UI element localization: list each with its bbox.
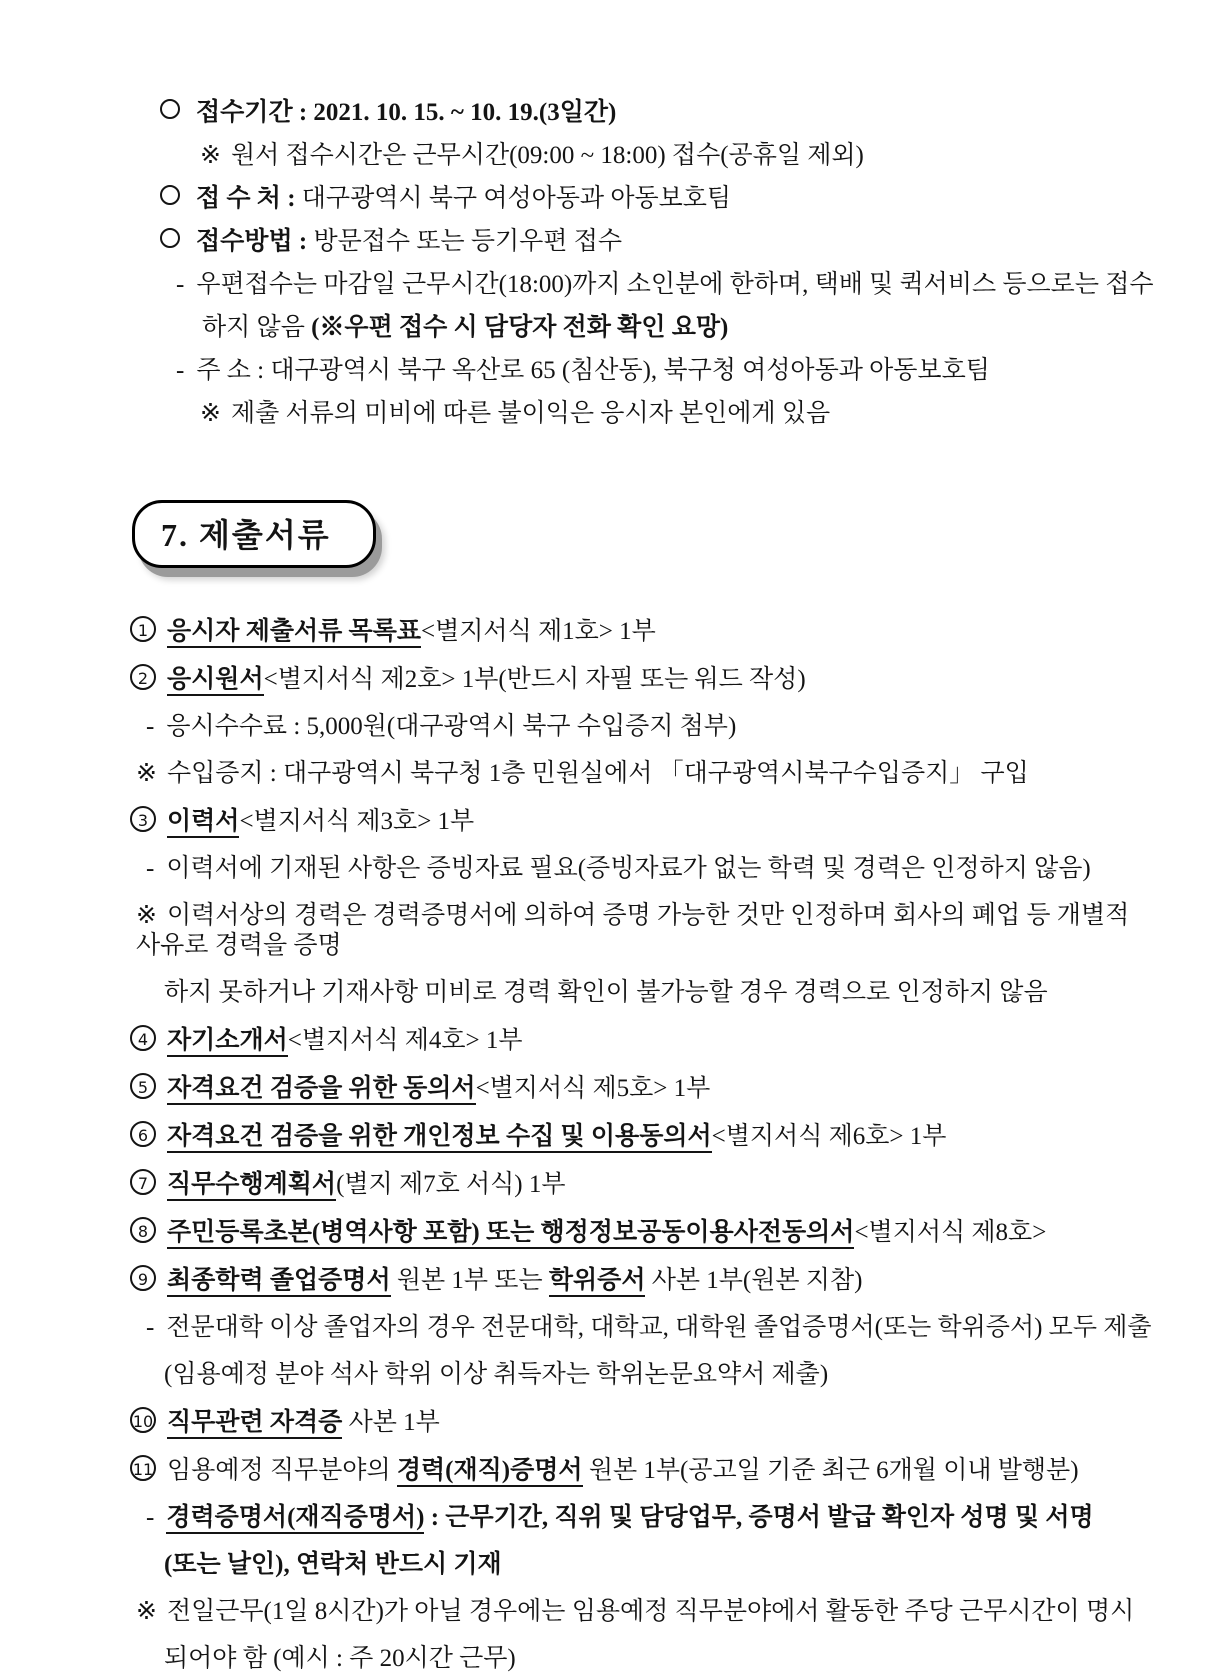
circled-number-icon: 9 — [130, 1265, 156, 1291]
list-item — [130, 1455, 1158, 1486]
list-item — [130, 806, 1158, 837]
text-segment: 응시원서 — [167, 666, 264, 696]
text-segment: 하지 않음 — [202, 314, 312, 341]
reference-mark-icon: ※ — [136, 902, 157, 929]
text-segment: 사본 1부 — [342, 1409, 440, 1436]
circle-bullet-icon — [160, 99, 180, 119]
dash-icon: - — [146, 1504, 155, 1531]
text-segment: 전문대학 이상 졸업자의 경우 전문대학, 대학교, 대학원 졸업증명서(또는 학위증서) 모두 제출 — [166, 1314, 1152, 1341]
circled-number-icon: 7 — [130, 1169, 156, 1195]
list-item — [130, 1265, 1158, 1296]
text-segment: 직무수행계획서 — [167, 1171, 336, 1201]
text-segment: 원서 접수시간은 근무시간(09:00 ~ 18:00) 접수(공휴일 제외) — [230, 142, 864, 169]
text-segment: 자기소개서 — [167, 1027, 288, 1057]
text-segment: 응시자 제출서류 목록표 — [167, 618, 421, 648]
required-documents-list — [130, 616, 1158, 1674]
doc-line — [130, 270, 1158, 300]
dash-icon: - — [146, 855, 155, 882]
doc-line — [130, 1313, 1158, 1343]
text-segment: 최종학력 졸업증명서 — [167, 1267, 391, 1297]
list-item — [130, 1217, 1158, 1248]
doc-line — [130, 1644, 1158, 1674]
reference-mark-icon: ※ — [200, 142, 221, 169]
dash-icon: - — [146, 713, 155, 740]
text-segment: 수입증지 : 대구광역시 북구청 1층 민원실에서 「대구광역시북구수입증지」 구입 — [166, 760, 1029, 787]
text-segment: 응시수수료 : 5,000원(대구광역시 북구 수입증지 첨부) — [166, 713, 737, 740]
text-segment: 경력증명서(재직증명서) — [166, 1504, 424, 1534]
circled-number-icon: 4 — [130, 1025, 156, 1051]
doc-line — [130, 854, 1158, 884]
doc-line — [130, 978, 1158, 1008]
text-segment: 자격요건 검증을 위한 개인정보 수집 및 이용동의서 — [167, 1123, 712, 1153]
doc-line — [130, 1550, 1158, 1580]
doc-line — [130, 141, 1158, 171]
text-segment: <별지서식 제5호> 1부 — [475, 1075, 711, 1102]
circled-number-icon: 6 — [130, 1121, 156, 1147]
list-item — [130, 1407, 1158, 1438]
list-item — [130, 664, 1158, 695]
text-segment: : 근무기간, 직위 및 담당업무, 증명서 발급 확인자 성명 및 서명 — [424, 1504, 1094, 1531]
list-item — [130, 1025, 1158, 1056]
circled-number-icon: 1 — [130, 616, 156, 642]
dash-icon: - — [176, 271, 185, 298]
text-segment: 주 소 : 대구광역시 북구 옥산로 65 (침산동), 북구청 여성아동과 아동보호팀 — [196, 357, 990, 384]
text-segment: 우편접수는 마감일 근무시간(18:00)까지 소인분에 한하며, 택배 및 퀵서비스 등으로는 접수 — [196, 271, 1154, 298]
doc-line — [130, 356, 1158, 386]
text-segment: <별지서식 제2호> 1부(반드시 자필 또는 워드 작성) — [263, 666, 806, 693]
text-segment: 전일근무(1일 8시간)가 아닐 경우에는 임용예정 직무분야에서 활동한 주당 근무시간이 명시 — [166, 1598, 1135, 1625]
application-notice-block — [130, 98, 1158, 429]
text-segment: <별지서식 제8호> — [854, 1219, 1047, 1246]
text-segment: 되어야 함 (예시 : 주 20시간 근무) — [164, 1645, 516, 1672]
text-segment: 학위증서 — [549, 1267, 646, 1297]
circle-bullet-icon — [160, 185, 180, 205]
doc-line — [130, 712, 1158, 742]
doc-line — [130, 759, 1158, 789]
doc-line — [130, 1503, 1158, 1533]
text-segment: 이력서 — [167, 808, 239, 838]
doc-line — [130, 901, 1158, 961]
reference-mark-icon: ※ — [136, 1598, 157, 1625]
text-segment: 제출 서류의 미비에 따른 불이익은 응시자 본인에게 있음 — [230, 400, 831, 427]
doc-line — [130, 399, 1158, 429]
circled-number-icon: 2 — [130, 664, 156, 690]
text-segment: <별지서식 제1호> 1부 — [421, 618, 656, 645]
doc-line — [130, 98, 1158, 128]
doc-line — [130, 1597, 1158, 1627]
circled-number-icon: 11 — [130, 1455, 156, 1481]
text-segment: (또는 날인), 연락처 반드시 기재 — [164, 1551, 502, 1578]
text-segment: (※우편 접수 시 담당자 전화 확인 요망) — [311, 314, 729, 341]
list-item — [130, 1121, 1158, 1152]
circled-number-icon: 5 — [130, 1073, 156, 1099]
text-segment: 임용예정 직무분야의 — [167, 1457, 397, 1484]
dash-icon: - — [176, 357, 185, 384]
doc-line — [130, 184, 1158, 214]
list-item — [130, 616, 1158, 647]
reference-mark-icon: ※ — [200, 400, 221, 427]
circle-bullet-icon — [160, 228, 180, 248]
text-segment: 주민등록초본(병역사항 포함) 또는 행정정보공동이용사전동의서 — [167, 1219, 854, 1249]
text-segment: (별지 제7호 서식) 1부 — [336, 1171, 566, 1198]
text-segment: 접수방법 : — [196, 228, 314, 255]
text-segment: 하지 못하거나 기재사항 미비로 경력 확인이 불가능할 경우 경력으로 인정하지 않음 — [164, 979, 1048, 1006]
section-header-badge: 7. 제출서류 — [132, 500, 376, 568]
list-item — [130, 1073, 1158, 1104]
reference-mark-icon: ※ — [136, 760, 157, 787]
doc-line — [130, 1360, 1158, 1390]
text-segment: (임용예정 분야 석사 학위 이상 취득자는 학위논문요약서 제출) — [164, 1361, 829, 1388]
text-segment: 접 수 처 : — [196, 185, 302, 212]
list-item — [130, 1169, 1158, 1200]
text-segment: 이력서에 기재된 사항은 증빙자료 필요(증빙자료가 없는 학력 및 경력은 인정하지 않음) — [166, 855, 1091, 882]
circled-number-icon: 3 — [130, 806, 156, 832]
text-segment: 원본 1부 또는 — [390, 1267, 549, 1294]
text-segment: <별지서식 제3호> 1부 — [239, 808, 475, 835]
text-segment: <별지서식 제6호> 1부 — [711, 1123, 947, 1150]
text-segment: 직무관련 자격증 — [167, 1409, 342, 1439]
section-header-row — [130, 442, 1158, 616]
doc-line — [130, 313, 1158, 343]
circled-number-icon: 8 — [130, 1217, 156, 1243]
text-segment: 원본 1부(공고일 기준 최근 6개월 이내 발행분) — [582, 1457, 1079, 1484]
text-segment: <별지서식 제4호> 1부 — [287, 1027, 523, 1054]
circled-number-icon: 10 — [130, 1407, 156, 1433]
text-segment: 사본 1부(원본 지참) — [645, 1267, 863, 1294]
text-segment: 대구광역시 북구 여성아동과 아동보호팀 — [301, 185, 732, 212]
text-segment: 자격요건 검증을 위한 동의서 — [167, 1075, 476, 1105]
doc-line — [130, 227, 1158, 257]
text-segment: 방문접수 또는 등기우편 접수 — [313, 228, 622, 255]
text-segment: 이력서상의 경력은 경력증명서에 의하여 증명 가능한 것만 인정하며 회사의 폐업 등 개별적 사유로 경력을 증명 — [136, 902, 1130, 959]
dash-icon: - — [146, 1314, 155, 1341]
text-segment: 접수기간 : 2021. 10. 15. ~ 10. 19.(3일간) — [196, 99, 617, 126]
text-segment: 경력(재직)증명서 — [397, 1457, 583, 1487]
